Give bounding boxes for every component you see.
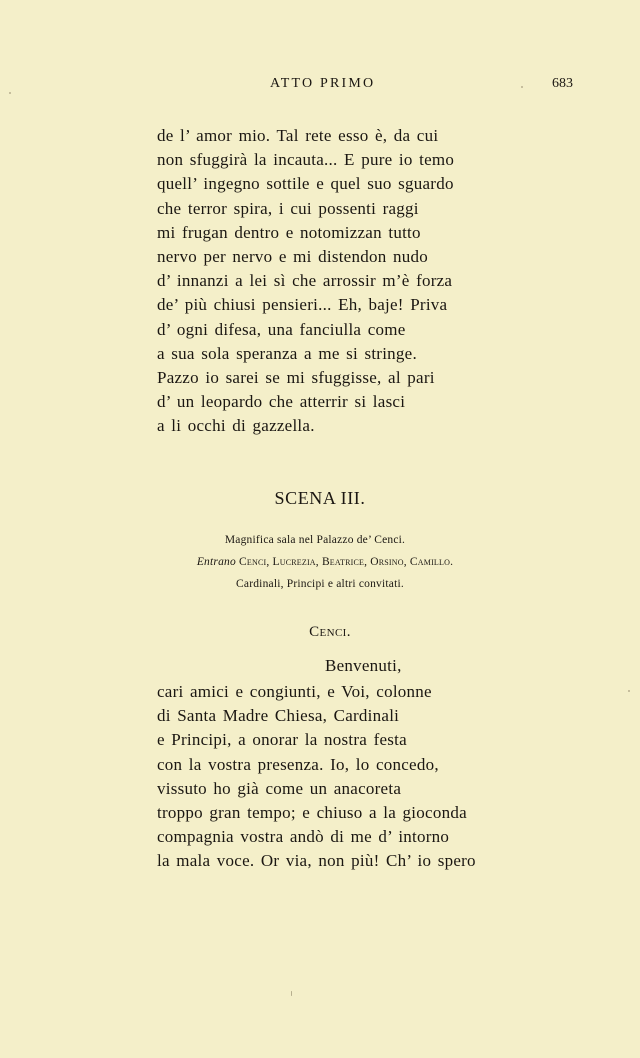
page-number: 683 — [552, 76, 573, 91]
verse-line: quell’ ingegno sottile e quel suo sguardo — [157, 174, 454, 194]
running-head — [0, 76, 640, 96]
entrance-prefix: Entrano — [196, 556, 236, 568]
paper-speck — [9, 92, 11, 94]
speaker-name: Cenci. — [309, 624, 351, 640]
verse-line: e Principi, a onorar la nostra festa — [157, 730, 407, 750]
verse-block-speech — [157, 680, 497, 874]
verse-line: non sfuggirà la incauta... E pure io temo — [157, 150, 455, 170]
verse-block-monologue — [157, 124, 497, 438]
verse-line: vissuto ho già come un anacoreta — [157, 778, 402, 798]
verse-line: d’ ogni difesa, una fanciulla come — [157, 319, 406, 339]
verse-line: cari amici e congiunti, e Voi, colonne — [157, 682, 432, 701]
verse-line: con la vostra presenza. Io, lo concedo, — [157, 754, 439, 774]
verse-line: nervo per nervo e mi distendon nudo — [157, 246, 428, 266]
verse-line: a li occhi di gazzella. — [157, 416, 315, 436]
stage-direction-others: Cardinali, Principi e altri convitati. — [236, 578, 404, 590]
verse-line: d’ un leopardo che atterrir si lasci — [157, 392, 406, 412]
entrance-names: Cenci, Lucrezia, Beatrice, Orsino, Camillo. — [239, 556, 454, 568]
scene-title: SCENA III. — [274, 488, 366, 508]
verse-line: Pazzo io sarei se mi sfuggisse, al pari — [157, 367, 435, 387]
verse-line: d’ innanzi a lei sì che arrossir m’è forza — [157, 271, 453, 291]
verse-line: troppo gran tempo; e chiuso a la gioconda — [157, 802, 467, 822]
verse-line: de’ più chiusi pensieri... Eh, baje! Priva — [157, 295, 448, 315]
stage-direction-setting: Magnifica sala nel Palazzo de’ Cenci. — [224, 534, 406, 546]
paper-speck — [628, 690, 630, 692]
verse-line: a sua sola speranza a me si stringe. — [157, 343, 417, 363]
verse-line: de l’ amor mio. Tal rete esso è, da cui — [157, 126, 439, 145]
speech-first-line: Benvenuti, — [325, 656, 402, 675]
verse-line: la mala voce. Or via, non più! Ch’ io spero — [157, 851, 476, 871]
verse-line: che terror spira, i cui possenti raggi — [157, 198, 419, 218]
stage-direction-entrance — [5, 556, 640, 568]
verse-line: compagnia vostra andò di me d’ intorno — [157, 827, 450, 847]
paper-speck — [521, 86, 523, 88]
verse-line: mi frugan dentro e notomizzan tutto — [157, 222, 421, 242]
verse-line: di Santa Madre Chiesa, Cardinali — [157, 706, 400, 726]
running-title: ATTO PRIMO — [270, 76, 376, 91]
paper-speck — [291, 991, 292, 996]
